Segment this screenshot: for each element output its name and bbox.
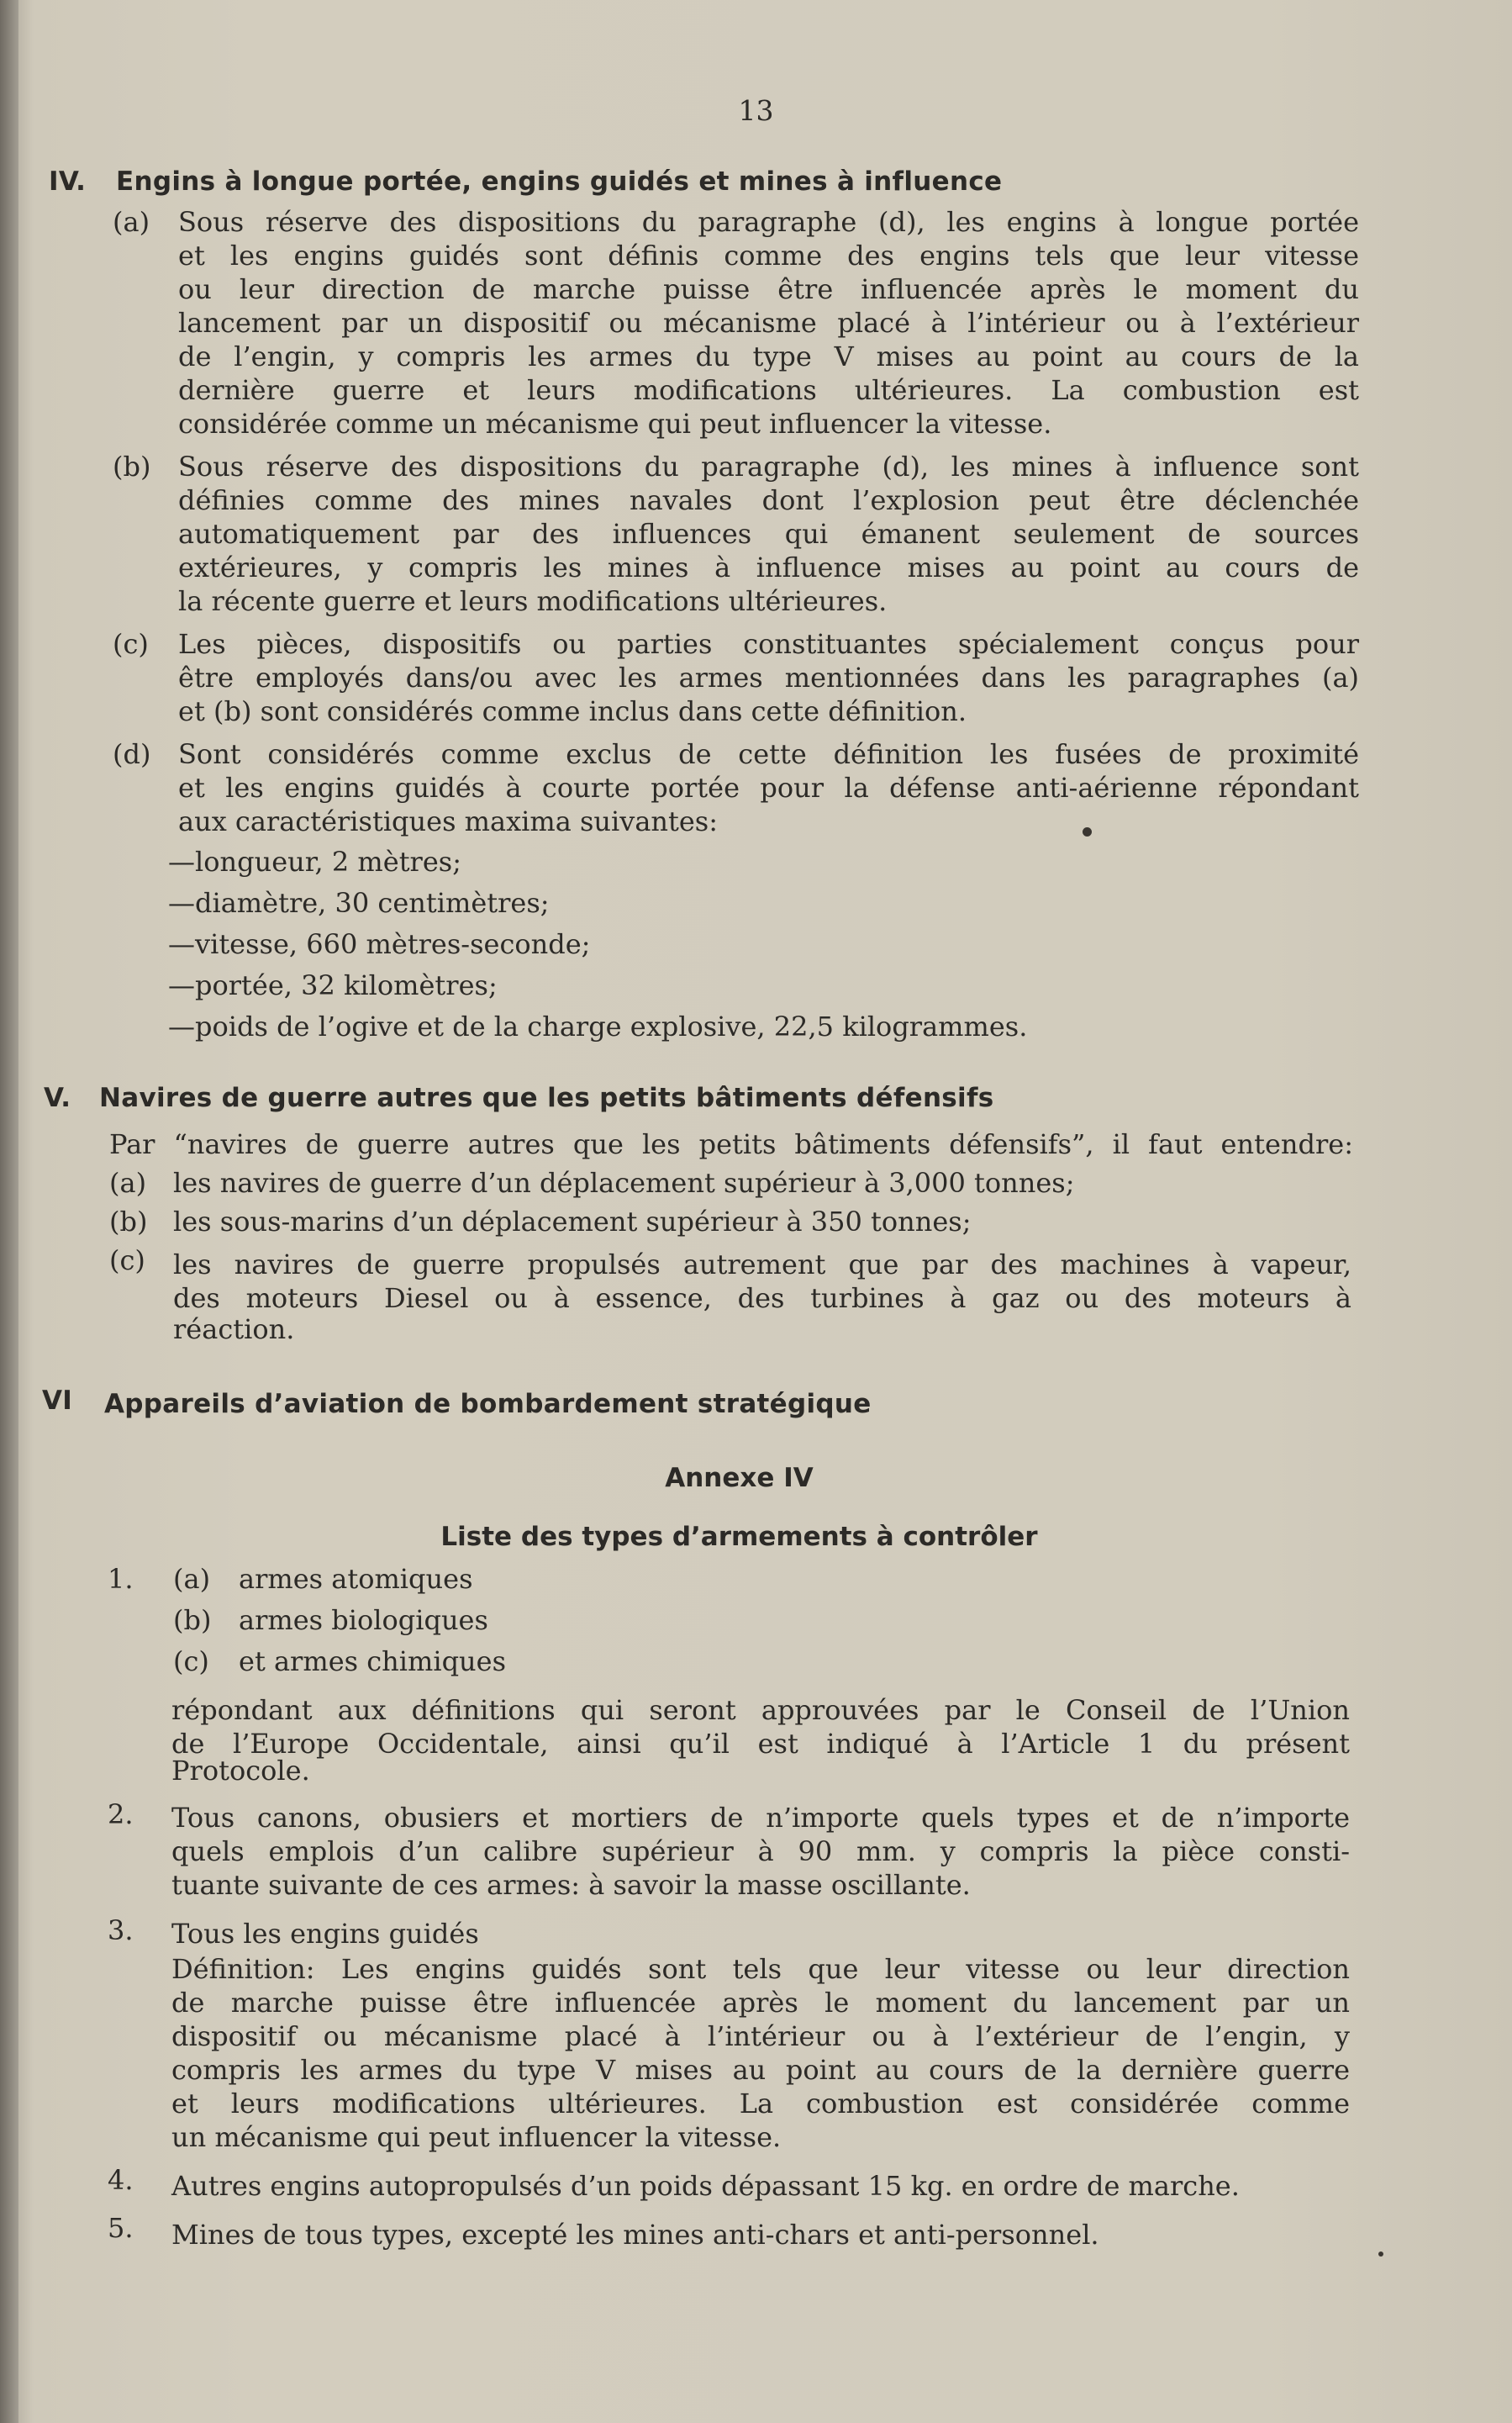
item-iv-a-line: ou leur direction de marche puisse être influencée après le moment du (178, 273, 1359, 305)
item-v-c-line: réaction. (173, 1313, 295, 1345)
item-iv-a-line: dernière guerre et leurs modifications ultérieures. La combustion est (178, 374, 1359, 406)
item-iv-b-line: la récente guerre et leurs modifications ultérieures. (178, 585, 888, 617)
annexe-item-line: Définition: Les engins guidés sont tels que leur vitesse ou leur direction (171, 1953, 1350, 1985)
section-v-title: Navires de guerre autres que les petits bâtiments défensifs (99, 1083, 994, 1113)
item-iv-b-line: définies comme des mines navales dont l’explosion peut être déclenchée (178, 484, 1359, 516)
section-v-number: V. (44, 1083, 71, 1113)
item-v-b-line: les sous-marins d’un déplacement supérieur à 350 tonnes; (173, 1206, 972, 1238)
section-iv-title: Engins à longue portée, engins guidés et mines à influence (116, 166, 1003, 197)
item-iv-d-label: (d) (113, 738, 151, 770)
annexe-item-line: Protocole. (171, 1755, 310, 1787)
annexe-item-number: 5. (108, 2212, 134, 2244)
item-iv-d-line: Sont considérés comme exclus de cette définition les fusées de proximité (178, 738, 1359, 770)
item-iv-d-line: et les engins guidés à courte portée pour la défense anti-aérienne répondant (178, 772, 1359, 804)
annexe-item-line: quels emplois d’un calibre supérieur à 90 mm. y compris la pièce consti- (171, 1835, 1350, 1867)
annexe-item-line: Tous les engins guidés (171, 1918, 479, 1950)
annexe-item-line: Mines de tous types, excepté les mines anti-chars et anti-personnel. (171, 2219, 1099, 2251)
limit-item: —poids de l’ogive et de la charge explosive, 22,5 kilogrammes. (168, 1011, 1028, 1043)
annexe-item-number: 3. (108, 1914, 134, 1946)
limit-item: —portée, 32 kilomètres; (168, 969, 498, 1001)
annexe-item-line: de marche puisse être influencée après le moment du lancement par un (171, 1987, 1350, 2019)
item-iv-d-line: aux caractéristiques maxima suivantes: (178, 805, 718, 837)
item-iv-b-line: Sous réserve des dispositions du paragraphe (d), les mines à influence sont (178, 451, 1359, 483)
annexe-item-line: de l’Europe Occidentale, ainsi qu’il est indiqué à l’Article 1 du présent (171, 1728, 1350, 1760)
annexe-title: Annexe IV (665, 1463, 814, 1493)
item-v-c-label: (c) (109, 1244, 145, 1276)
item-v-c-line: les navires de guerre propulsés autrement que par des machines à vapeur, (173, 1248, 1351, 1280)
annexe-sub-text: armes atomiques (239, 1563, 473, 1595)
annexe-item-line: Tous canons, obusiers et mortiers de n’importe quels types et de n’importe (171, 1802, 1350, 1834)
item-v-a-label: (a) (109, 1167, 147, 1199)
page-number: 13 (738, 94, 774, 127)
annexe-item-line: tuante suivante de ces armes: à savoir la masse oscillante. (171, 1869, 971, 1901)
annexe-sub-text: et armes chimiques (239, 1645, 507, 1677)
item-iv-c-line: et (b) sont considérés comme inclus dans cette définition. (178, 695, 967, 727)
item-iv-a-line: Sous réserve des dispositions du paragraphe (d), les engins à longue portée (178, 206, 1359, 238)
limit-item: —diamètre, 30 centimètres; (168, 887, 550, 919)
ink-spot (1083, 827, 1092, 837)
item-iv-b-line: automatiquement par des influences qui émanent seulement de sources (178, 518, 1359, 550)
section-vi-title: Appareils d’aviation de bombardement stratégique (104, 1389, 872, 1419)
annexe-item-number: 2. (108, 1798, 134, 1830)
item-iv-b-label: (b) (113, 451, 151, 483)
item-iv-b-line: extérieures, y compris les mines à influence mises au point au cours de (178, 552, 1359, 583)
item-iv-a-line: considérée comme un mécanisme qui peut influencer la vitesse. (178, 408, 1052, 440)
item-iv-c-label: (c) (113, 628, 149, 660)
section-vi-number: VI (42, 1386, 73, 1416)
item-iv-c-line: Les pièces, dispositifs ou parties constituantes spécialement conçus pour (178, 628, 1359, 660)
annexe-sub-label: (a) (173, 1563, 211, 1595)
annexe-item-line: un mécanisme qui peut influencer la vitesse. (171, 2121, 782, 2153)
limit-item: —vitesse, 660 mètres-seconde; (168, 928, 591, 960)
item-v-a-line: les navires de guerre d’un déplacement supérieur à 3,000 tonnes; (173, 1167, 1075, 1199)
item-iv-a-label: (a) (113, 206, 150, 238)
binding-edge (0, 0, 18, 2423)
ink-spot (1378, 2251, 1383, 2257)
annexe-item-number: 4. (108, 2164, 134, 2196)
item-iv-a-line: et les engins guidés sont définis comme des engins tels que leur vitesse (178, 240, 1359, 272)
item-v-c-line: des moteurs Diesel ou à essence, des turbines à gaz ou des moteurs à (173, 1282, 1351, 1314)
item-iv-a-line: de l’engin, y compris les armes du type V mises au point au cours de la (178, 340, 1359, 372)
annexe-item-line: compris les armes du type V mises au point au cours de la dernière guerre (171, 2054, 1350, 2086)
item-iv-a-line: lancement par un dispositif ou mécanisme placé à l’intérieur ou à l’extérieur (178, 307, 1359, 339)
annexe-item-line: répondant aux définitions qui seront approuvées par le Conseil de l’Union (171, 1694, 1350, 1726)
annexe-sub-label: (c) (173, 1645, 209, 1677)
section-v-intro: Par “navires de guerre autres que les petits bâtiments défensifs”, il faut entendre: (109, 1128, 1353, 1160)
item-v-b-label: (b) (109, 1206, 148, 1238)
annexe-sub-label: (b) (173, 1604, 212, 1636)
item-iv-c-line: être employés dans/ou avec les armes mentionnées dans les paragraphes (a) (178, 662, 1359, 694)
limit-item: —longueur, 2 mètres; (168, 846, 461, 878)
annexe-sub-text: armes biologiques (239, 1604, 488, 1636)
annexe-subtitle: Liste des types d’armements à contrôler (440, 1522, 1038, 1552)
annexe-item-line: dispositif ou mécanisme placé à l’intérieur ou à l’extérieur de l’engin, y (171, 2020, 1350, 2052)
annexe-item-line: et leurs modifications ultérieures. La combustion est considérée comme (171, 2088, 1350, 2119)
section-iv-number: IV. (49, 166, 87, 197)
annexe-item-line: Autres engins autopropulsés d’un poids dépassant 15 kg. en ordre de marche. (171, 2170, 1240, 2202)
annexe-item-number: 1. (108, 1563, 134, 1595)
